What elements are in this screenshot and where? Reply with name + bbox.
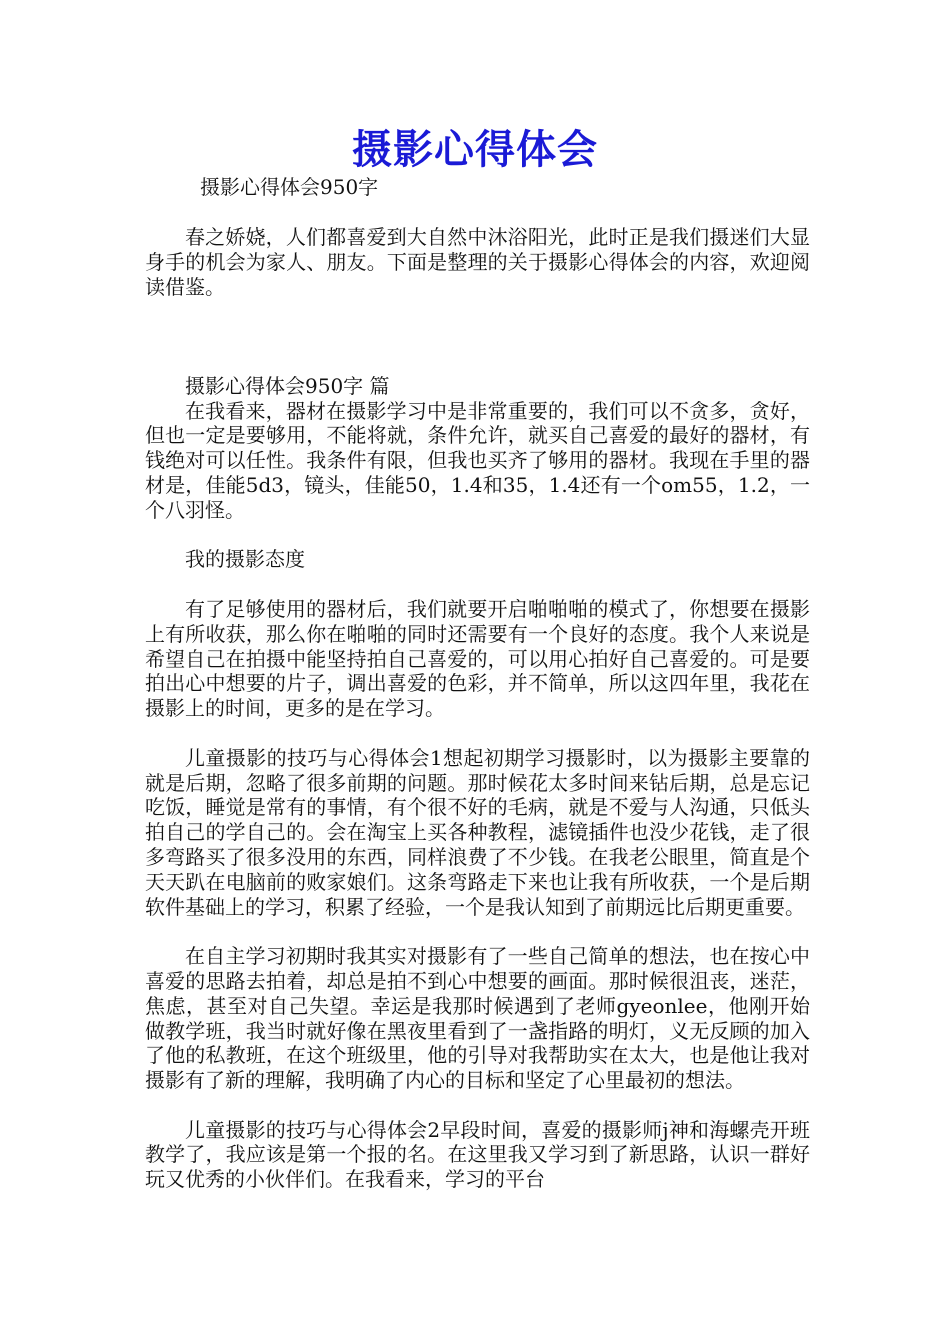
body-paragraph: 儿童摄影的技巧与心得体会1想起初期学习摄影时，以为摄影主要靠的就是后期，忽略了很多前期的问题。那时候花太多时间来钻后期，总是忘记吃饭，睡觉是常有的事情，有个很不好的毛病，就是不爱与人沟通，只低头拍自己的学自己的。会在淘宝上买各种教程，滤镜插件也没少花钱，走了很多弯路买了很多没用的东西，同样浪费了不少钱。在我老公眼里，简直是个天天趴在电脑前的败家娘们。这条弯路走下来也让我有所收获，一个是后期软件基础上的学习，积累了经验，一个是我认知到了前期远比后期更重要。 [145,745,810,919]
document-subtitle: 摄影心得体会950字 [200,175,379,199]
spacer [145,349,810,374]
intro-paragraph: 春之娇娆，人们都喜爱到大自然中沐浴阳光，此时正是我们摄迷们大显身手的机会为家人、朋友。下面是整理的关于摄影心得体会的内容，欢迎阅读借鉴。 [145,225,810,299]
body-paragraph: 儿童摄影的技巧与心得体会2早段时间，喜爱的摄影师j神和海螺壳开班教学了，我应该是第一个报的名。在这里我又学习到了新思路，认识一群好玩又优秀的小伙伴们。在我看来，学习的平台 [145,1117,810,1192]
spacer [145,919,810,944]
spacer [145,721,810,746]
section-heading: 摄影心得体会950字 篇 [185,373,390,398]
section-heading: 我的摄影态度 [185,547,305,572]
spacer [145,1093,810,1118]
spacer [145,299,810,349]
body-paragraph: 有了足够使用的器材后，我们就要开启啪啪啪的模式了，你想要在摄影上有所收获，那么你在啪啪的同时还需要有一个良好的态度。我个人来说是希望自己在拍摄中能坚持拍自己喜爱的，可以用心拍好自己喜爱的。可是要拍出心中想要的片子，调出喜爱的色彩，并不简单，所以这四年里，我花在摄影上的时间，更多的是在学习。 [145,596,810,721]
body-paragraph: 在我看来，器材在摄影学习中是非常重要的，我们可以不贪多，贪好，但也一定是要够用，不能将就，条件允许，就买自己喜爱的最好的器材，有钱绝对可以任性。我条件有限，但我也买齐了够用的器材。我现在手里的器材是，佳能5d3，镜头，佳能50，1.4和35，1.4还有一个om55，1.2，一个八羽怪。 [145,398,810,522]
document-title: 摄影心得体会 [352,126,598,173]
body-paragraph: 在自主学习初期时我其实对摄影有了一些自己简单的想法，也在按心中喜爱的思路去拍着，却总是拍不到心中想要的画面。那时候很沮丧，迷茫，焦虑，甚至对自己失望。幸运是我那时候遇到了老师gyeonlee，他刚开始做教学班，我当时就好像在黑夜里看到了一盏指路的明灯，义无反顾的加入了他的私教班，在这个班级里，他的引导对我帮助实在太大，也是他让我对摄影有了新的理解，我明确了内心的目标和坚定了心里最初的想法。 [145,944,810,1093]
spacer [145,523,810,548]
document-body [145,225,810,1192]
spacer [145,572,810,597]
